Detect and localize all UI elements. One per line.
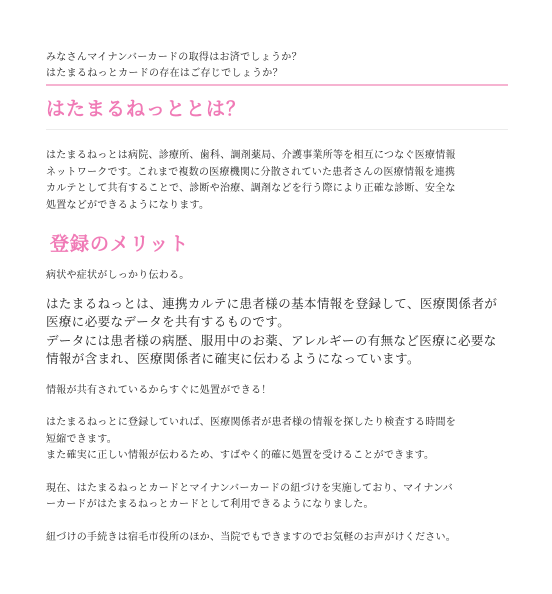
intro-divider: [46, 84, 508, 86]
benefit2-line: 短縮できます。: [46, 433, 117, 445]
benefit1-paragraph: [46, 295, 508, 369]
benefit2-line: また確実に正しい情報が伝わるため、すばやく的確に処置を受けることができます。: [46, 450, 435, 461]
intro-block: [46, 50, 508, 82]
section-title-benefits: 登録のメリット: [50, 233, 190, 255]
what-is-line: ネットワークです。これまで複数の医療機関に分散されていた患者さんの医療情報を連携: [46, 166, 456, 178]
what-is-line: カルテとして共有することで、診断や治療、調剤などを行う際により正確な診断、安全な: [46, 183, 456, 194]
benefit1-line: 情報が含まれ、医療関係者に確実に伝わるようになっています。: [46, 351, 420, 366]
card-linking-paragraph: [46, 481, 508, 514]
what-is-line: 処置などができるようになります。: [46, 199, 210, 211]
benefit2-line: はたまるねっとに登録していれば、医療関係者が患者様の情報を探したり検査する時間を: [46, 417, 456, 428]
what-is-line: はたまるねっとは病院、診療所、歯科、調剤薬局、介護事業所等を相互につなぐ医療情報: [46, 150, 456, 161]
benefit2-paragraph: [46, 415, 508, 465]
closing-note: 紐づけの手続きは宿毛市役所のほか、当院でもできますのでお気軽のお声がけください。: [46, 531, 456, 543]
benefit1-line: はたまるねっとは、連携カルテに患者様の基本情報を登録して、医療関係者が: [46, 295, 498, 311]
article: [46, 50, 508, 546]
what-is-paragraph: [46, 148, 508, 214]
benefit1-heading: 病状や症状がしっかり伝わる。: [46, 270, 190, 281]
benefit1-line: 医療に必要なデータを共有するものです。: [46, 314, 291, 329]
benefit1-line: データには患者様の病歴、服用中のお薬、アレルギーの有無など医療に必要な: [46, 332, 497, 348]
section-title-what-is: はたまるねっととは？: [46, 98, 247, 120]
card-linking-line: 現在、はたまるねっとカードとマイナンバーカードの紐づけを実施しており、マイナンバ: [46, 482, 453, 494]
intro-question-hatamaru-card: はたまるねっとカードの存在はご存じでしょうか？: [46, 68, 283, 79]
section-title-underline: [46, 129, 508, 130]
card-linking-line: ーカードがはたまるねっとカードとして利用できるようになりました。: [46, 499, 374, 510]
benefit2-heading: 情報が共有されているからすぐに処置ができる！: [46, 384, 272, 396]
intro-question-mynumber: みなさんマイナンバーカードの取得はお済でしょうか？: [46, 52, 302, 63]
